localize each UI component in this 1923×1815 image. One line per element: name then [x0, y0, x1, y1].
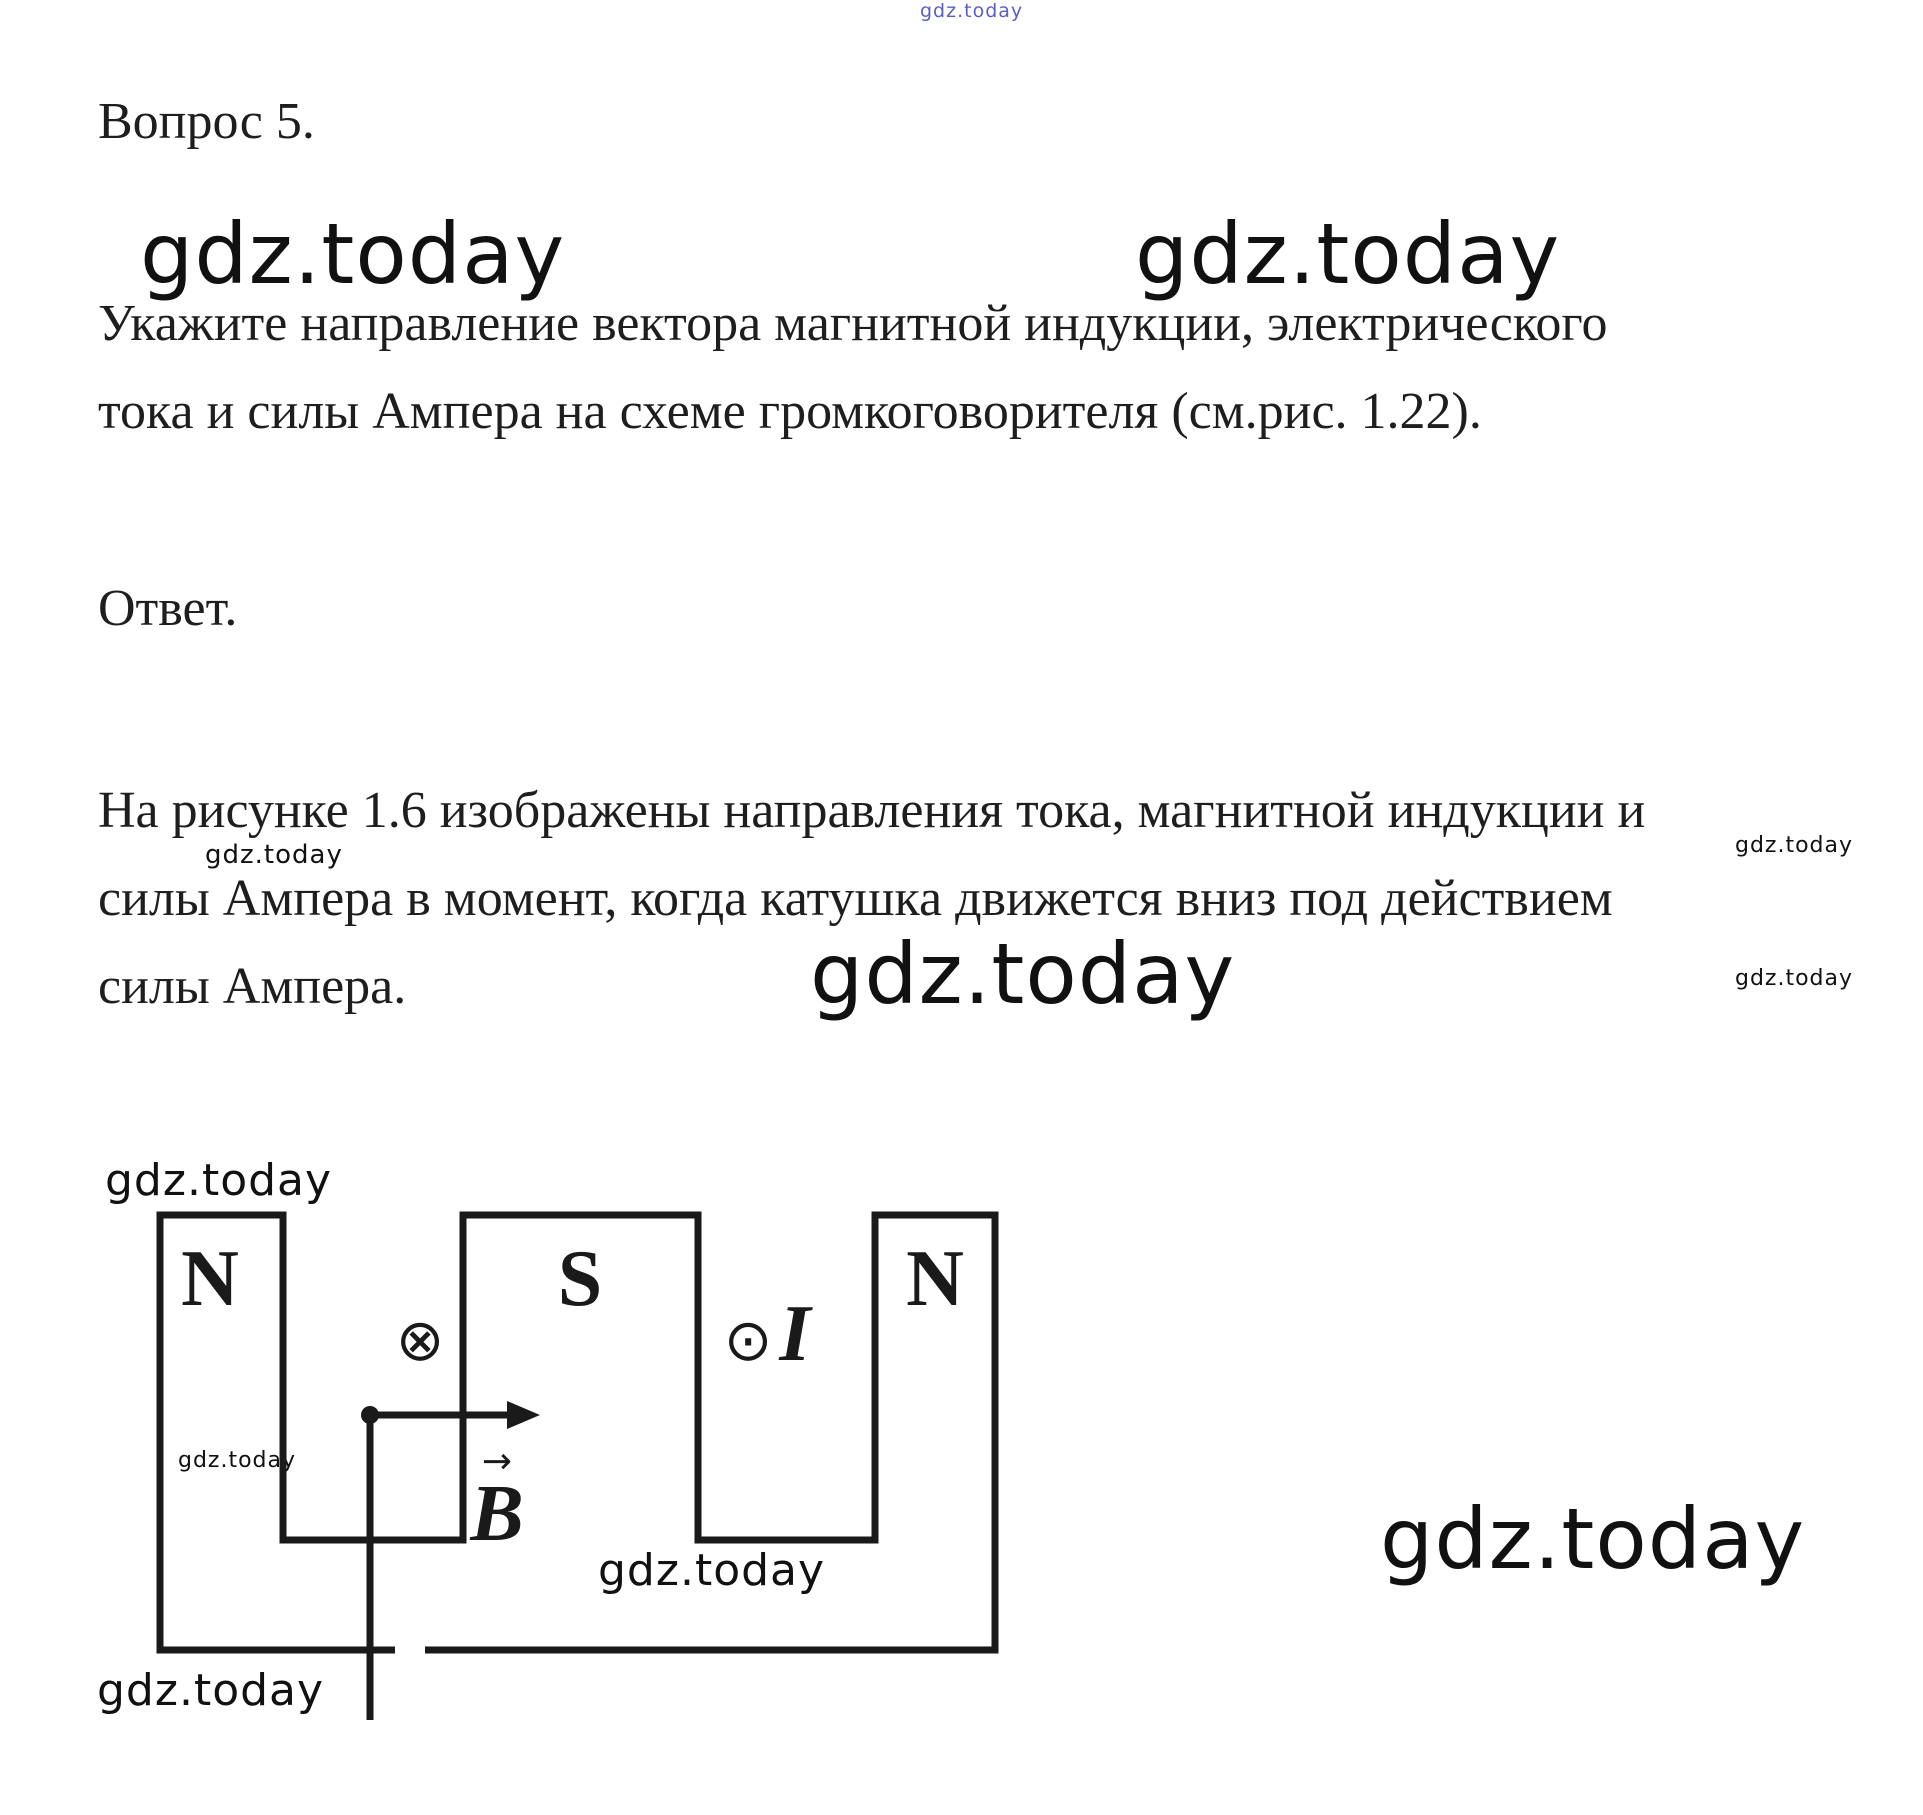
- pole-left-label: N: [181, 1235, 239, 1323]
- answer-heading: Ответ.: [98, 580, 238, 637]
- watermark-medium: gdz.today: [105, 1155, 333, 1206]
- watermark-small: gdz.today: [178, 1448, 297, 1473]
- outline-gap: [395, 1643, 425, 1657]
- pole-right-label: N: [906, 1235, 964, 1323]
- current-out-of-page-icon: ⊙: [723, 1306, 773, 1374]
- current-label: I: [779, 1290, 811, 1378]
- question-text-line: Укажите направление вектора магнитной индукции, электрического: [98, 295, 1608, 352]
- watermark-small: gdz.today: [1735, 966, 1854, 991]
- watermark-large: gdz.today: [1135, 205, 1561, 303]
- watermark-top: gdz.today: [920, 0, 1024, 22]
- current-into-page-icon: ⊗: [395, 1306, 445, 1374]
- answer-text-line: силы Ампера.: [98, 958, 407, 1015]
- vector-arrow-icon: →: [481, 1441, 513, 1482]
- pole-center-label: S: [557, 1235, 603, 1323]
- watermark-medium: gdz.today: [97, 1665, 325, 1716]
- watermark-large: gdz.today: [810, 925, 1236, 1023]
- answer-text-line: На рисунке 1.6 изображены направления тока, магнитной индукции и: [98, 782, 1646, 839]
- watermark-small: gdz.today: [205, 840, 343, 870]
- loudspeaker-diagram: [145, 1205, 1015, 1725]
- answer-text-line: силы Ампера в момент, когда катушка движется вниз под действием: [98, 870, 1613, 927]
- watermark-large: gdz.today: [140, 205, 566, 303]
- field-label: B: [470, 1470, 524, 1558]
- watermark-large: gdz.today: [1380, 1490, 1806, 1588]
- question-text-line: тока и силы Ампера на схеме громкоговорителя (см.рис. 1.22).: [98, 383, 1482, 440]
- watermark-medium: gdz.today: [598, 1545, 826, 1596]
- watermark-small: gdz.today: [1735, 833, 1854, 858]
- question-title: Вопрос 5.: [98, 93, 315, 150]
- field-vector-arrowhead: [507, 1401, 540, 1429]
